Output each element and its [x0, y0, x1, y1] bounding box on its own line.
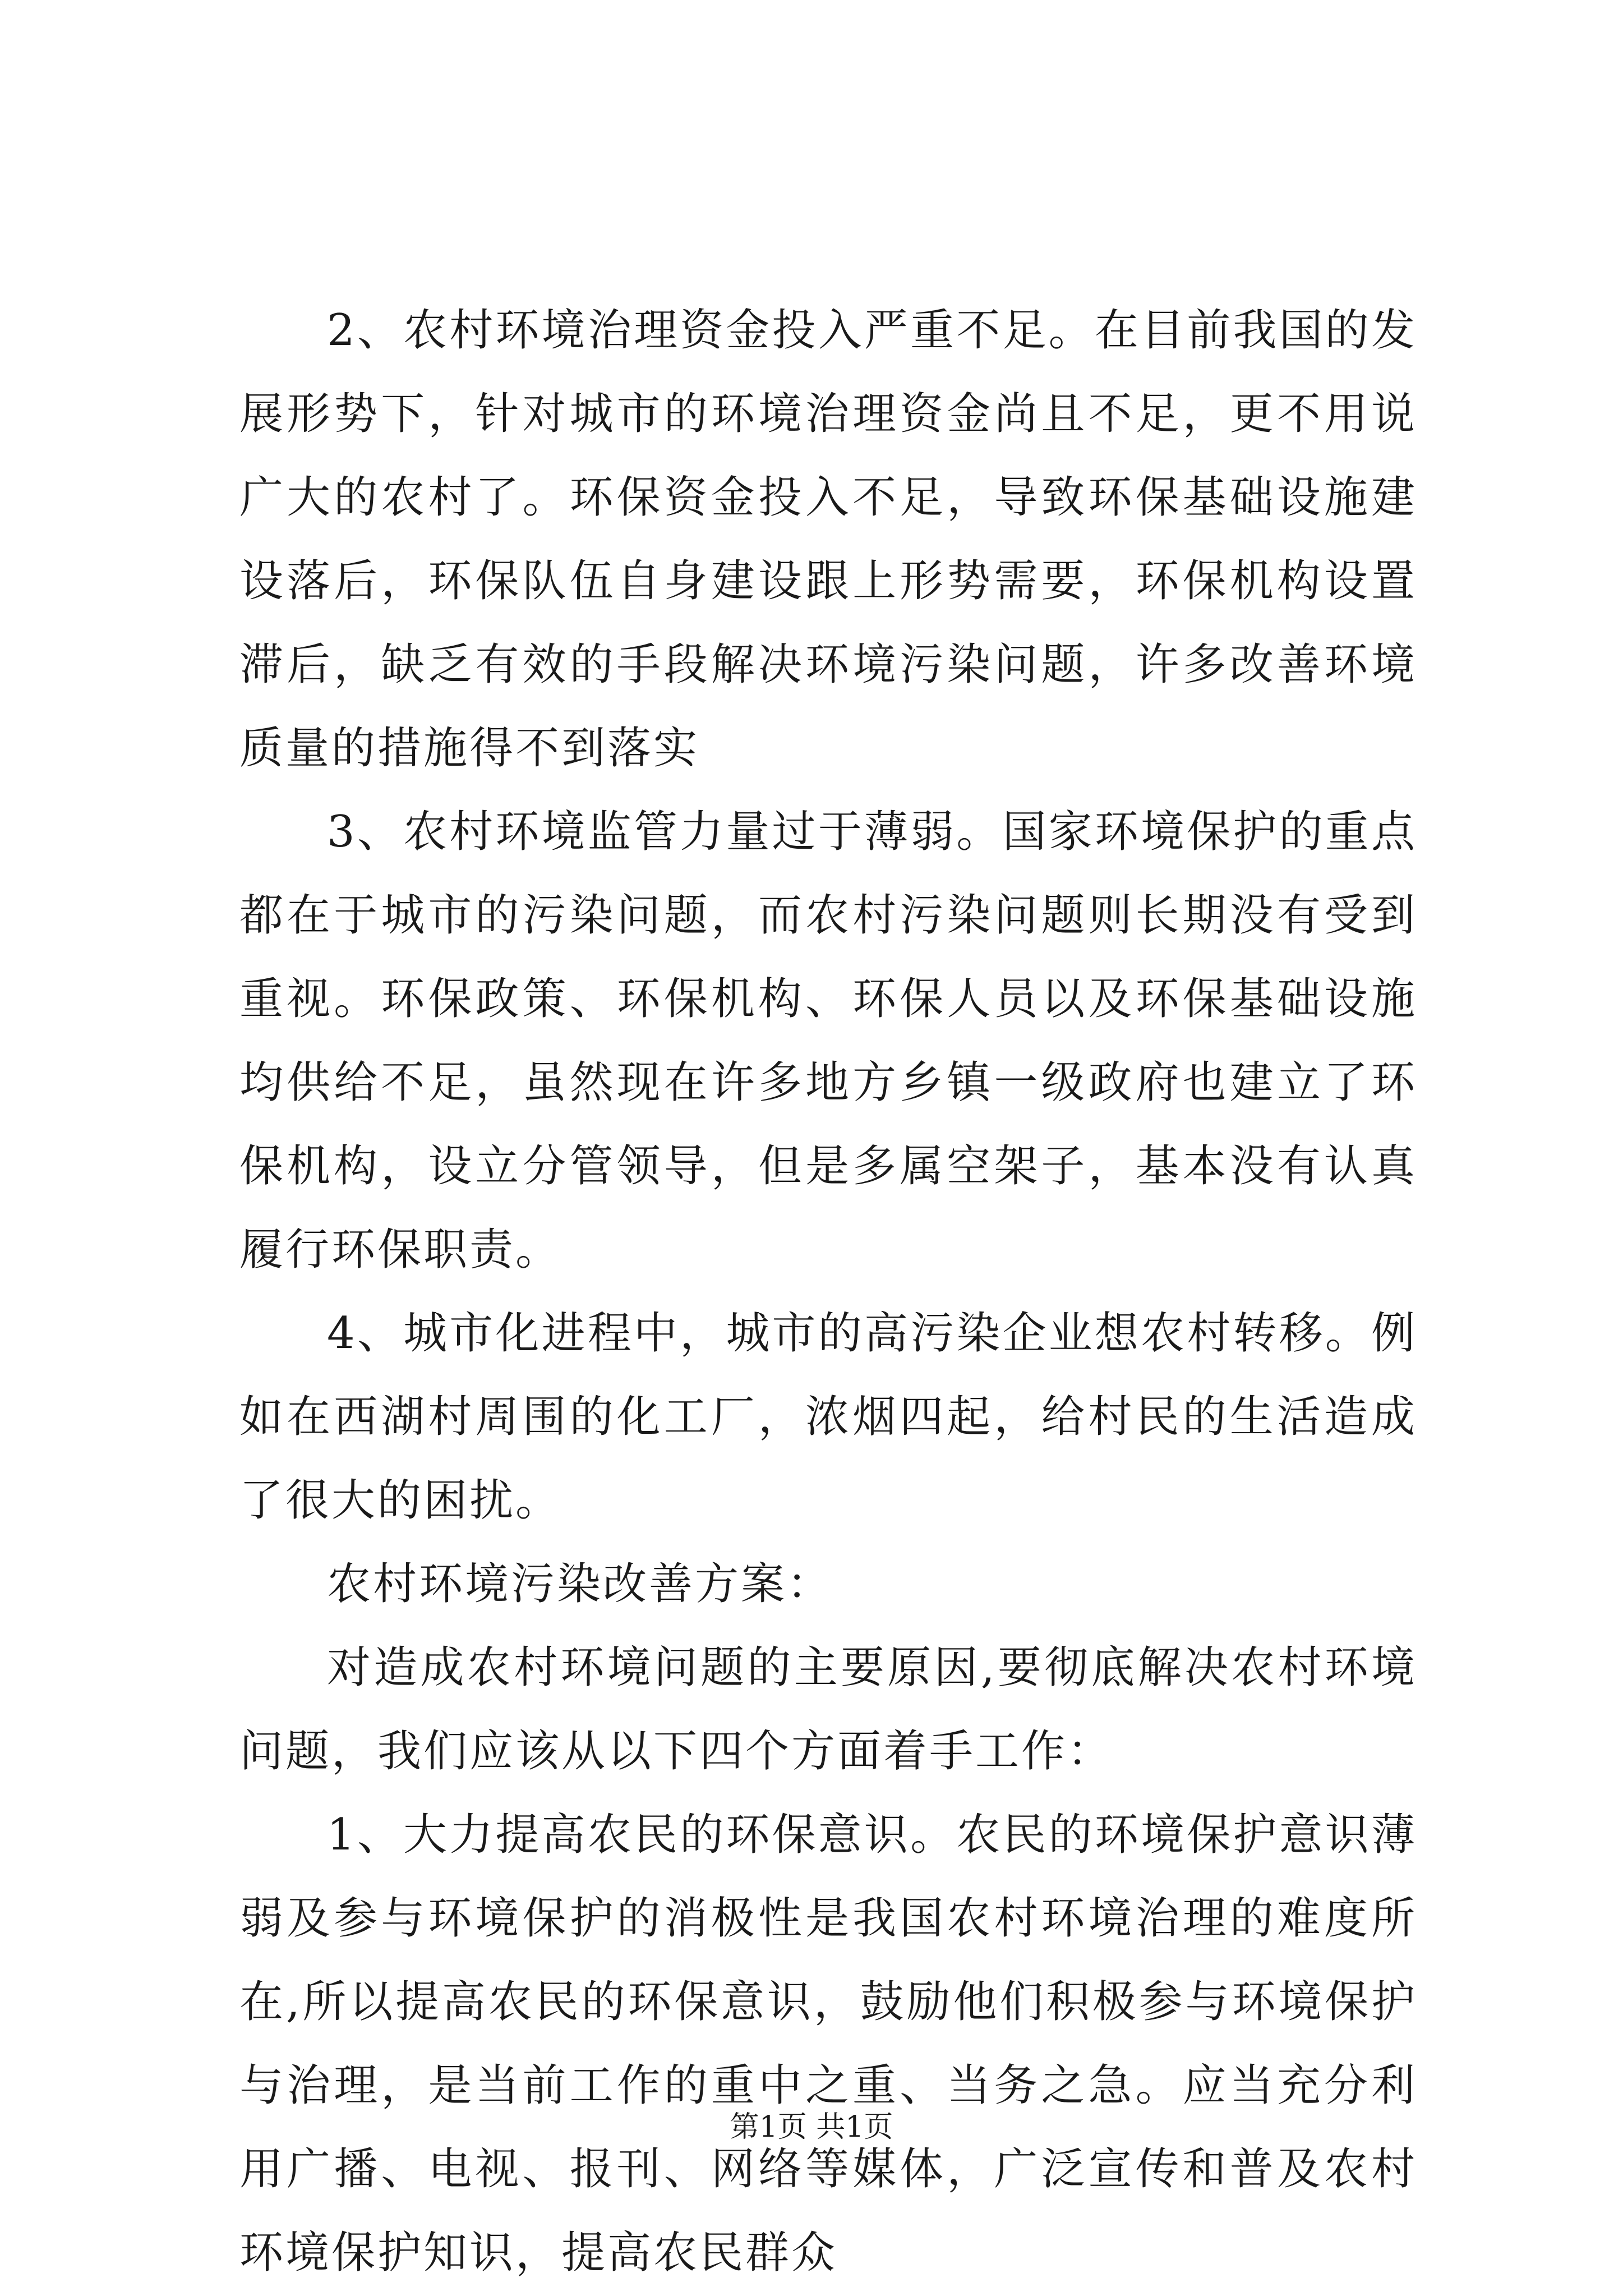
paragraph-urbanization: 4、城市化进程中，城市的高污染企业想农村转移。例如在西湖村周围的化工厂，浓烟四起，给村民的生活造成了很大的困扰。 [239, 1308, 1417, 1526]
page-footer: 第1页 共1页 [730, 2110, 893, 2144]
section-heading-improvement-plan: 农村环境污染改善方案： [327, 1559, 833, 1609]
paragraph-supervision: 3、农村环境监管力量过于薄弱。国家环境保护的重点都在于城市的污染问题，而农村污染问题则长期没有受到重视。环保政策、环保机构、环保人员以及环保基础设施均供给不足，虽然现在许多地方乡镇一级政府也建立了环保机构，设立分管领导，但是多属空架子，基本没有认真履行环保职责。 [239, 807, 1417, 1275]
paragraph-funding: 2、农村环境治理资金投入严重不足。在目前我国的发展形势下，针对城市的环境治理资金尚且不足，更不用说广大的农村了。环保资金投入不足，导致环保基础设施建设落后，环保队伍自身建设跟上形势需要，环保机构设置滞后，缺乏有效的手段解决环境污染问题，许多改善环境质量的措施得不到落实 [239, 305, 1417, 774]
paragraph-awareness: 1、大力提高农民的环保意识。农民的环境保护意识薄弱及参与环境保护的消极性是我国农村环境治理的难度所在,所以提高农民的环保意识，鼓励他们积极参与环境保护与治理，是当前工作的重中之重、当务之急。应当充分利用广播、电视、报刊、网络等媒体，广泛宣传和普及农村环境保护知识，提高农民群众 [239, 1810, 1417, 2278]
paragraph-intro: 对造成农村环境问题的主要原因,要彻底解决农村环境问题，我们应该从以下四个方面着手工作： [239, 1642, 1417, 1777]
document-body [239, 289, 1417, 2295]
